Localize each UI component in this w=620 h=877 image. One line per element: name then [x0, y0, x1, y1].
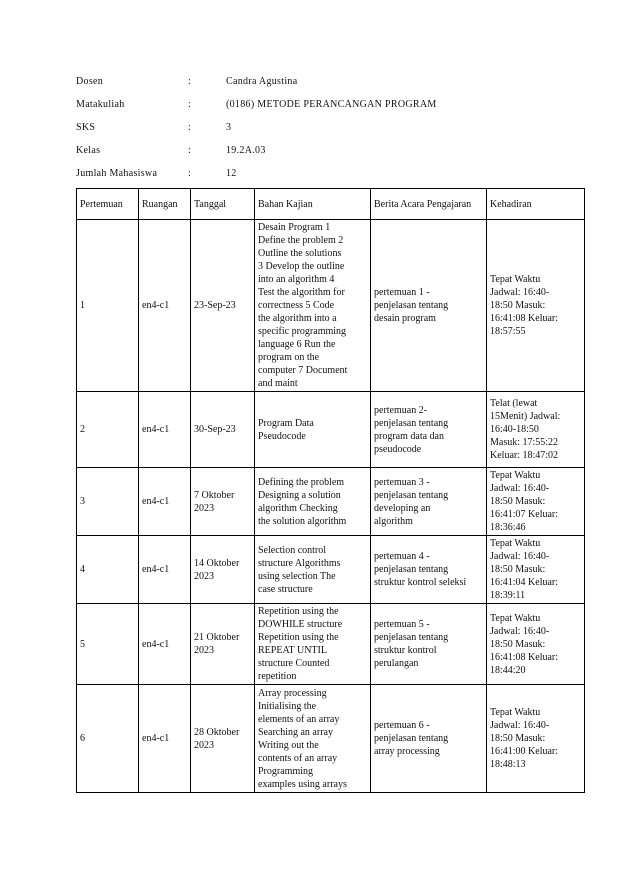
info-value: (0186) METODE PERANCANGAN PROGRAM — [226, 99, 437, 110]
info-label: Matakuliah — [76, 99, 125, 110]
header-kehadiran: Kehadiran — [487, 189, 585, 220]
info-separator: : — [188, 122, 192, 133]
info-value: 12 — [226, 168, 237, 179]
cell-ruangan: en4-c1 — [139, 604, 191, 685]
cell-ruangan: en4-c1 — [139, 392, 191, 468]
cell-pertemuan: 6 — [77, 685, 139, 793]
cell-bahan-kajian: Repetition using the DOWHILE structure Repetition using the REPEAT UNTIL structure Counted repetition — [255, 604, 371, 685]
header-ruangan: Ruangan — [139, 189, 191, 220]
info-row-kelas — [76, 139, 556, 162]
table-row — [77, 536, 585, 604]
cell-kehadiran: Telat (lewat 15Menit) Jadwal: 16:40-18:50 Masuk: 17:55:22 Keluar: 18:47:02 — [487, 392, 585, 468]
cell-bahan-kajian: Program Data Pseudocode — [255, 392, 371, 468]
cell-tanggal: 21 Oktober 2023 — [191, 604, 255, 685]
info-value: Candra Agustina — [226, 76, 298, 87]
table-row — [77, 685, 585, 793]
info-label: Jumlah Mahasiswa — [76, 168, 158, 179]
cell-berita-acara: pertemuan 4 - penjelasan tentang struktur kontrol seleksi — [371, 536, 487, 604]
cell-tanggal: 7 Oktober 2023 — [191, 468, 255, 536]
cell-pertemuan: 3 — [77, 468, 139, 536]
cell-kehadiran: Tepat Waktu Jadwal: 16:40- 18:50 Masuk: 16:41:00 Keluar: 18:48:13 — [487, 685, 585, 793]
cell-tanggal: 14 Oktober 2023 — [191, 536, 255, 604]
table-row — [77, 468, 585, 536]
info-row-sks — [76, 116, 556, 139]
cell-tanggal: 30-Sep-23 — [191, 392, 255, 468]
cell-berita-acara: pertemuan 6 - penjelasan tentang array processing — [371, 685, 487, 793]
cell-ruangan: en4-c1 — [139, 536, 191, 604]
cell-bahan-kajian: Desain Program 1 Define the problem 2 Outline the solutions 3 Develop the outline into an algorithm 4 Test the algorithm for correctness 5 Code the algorithm into a specific programming language 6 Run the program on the computer 7 Document and maint — [255, 220, 371, 392]
info-separator: : — [188, 99, 192, 110]
cell-berita-acara: pertemuan 1 - penjelasan tentang desain program — [371, 220, 487, 392]
info-label: SKS — [76, 122, 96, 133]
cell-ruangan: en4-c1 — [139, 685, 191, 793]
cell-tanggal: 28 Oktober 2023 — [191, 685, 255, 793]
cell-ruangan: en4-c1 — [139, 468, 191, 536]
info-row-jumlah-mahasiswa — [76, 162, 556, 185]
cell-bahan-kajian: Array processing Initialising the elements of an array Searching an array Writing out the contents of an array Programming examples using arrays — [255, 685, 371, 793]
cell-berita-acara: pertemuan 5 - penjelasan tentang struktur kontrol perulangan — [371, 604, 487, 685]
info-separator: : — [188, 76, 192, 87]
attendance-table — [76, 188, 585, 793]
table-row — [77, 604, 585, 685]
info-separator: : — [188, 145, 192, 156]
cell-bahan-kajian: Selection control structure Algorithms using selection The case structure — [255, 536, 371, 604]
cell-pertemuan: 1 — [77, 220, 139, 392]
info-row-dosen — [76, 70, 556, 93]
cell-pertemuan: 5 — [77, 604, 139, 685]
cell-kehadiran: Tepat Waktu Jadwal: 16:40- 18:50 Masuk: 16:41:07 Keluar: 18:36:46 — [487, 468, 585, 536]
cell-kehadiran: Tepat Waktu Jadwal: 16:40- 18:50 Masuk: 16:41:08 Keluar: 18:57:55 — [487, 220, 585, 392]
cell-pertemuan: 2 — [77, 392, 139, 468]
info-value: 19.2A.03 — [226, 145, 266, 156]
info-label: Kelas — [76, 145, 101, 156]
table-header-row — [77, 189, 585, 220]
cell-ruangan: en4-c1 — [139, 220, 191, 392]
header-bahan-kajian: Bahan Kajian — [255, 189, 371, 220]
course-info — [76, 70, 556, 185]
info-separator: : — [188, 168, 192, 179]
info-row-matakuliah — [76, 93, 556, 116]
cell-berita-acara: pertemuan 2- penjelasan tentang program data dan pseudocode — [371, 392, 487, 468]
header-berita-acara: Berita Acara Pengajaran — [371, 189, 487, 220]
cell-pertemuan: 4 — [77, 536, 139, 604]
cell-kehadiran: Tepat Waktu Jadwal: 16:40- 18:50 Masuk: 16:41:04 Keluar: 18:39:11 — [487, 536, 585, 604]
info-value: 3 — [226, 122, 232, 133]
cell-tanggal: 23-Sep-23 — [191, 220, 255, 392]
cell-kehadiran: Tepat Waktu Jadwal: 16:40- 18:50 Masuk: 16:41:08 Keluar: 18:44:20 — [487, 604, 585, 685]
info-label: Dosen — [76, 76, 104, 87]
header-tanggal: Tanggal — [191, 189, 255, 220]
table-row — [77, 392, 585, 468]
header-pertemuan: Pertemuan — [77, 189, 139, 220]
cell-berita-acara: pertemuan 3 - penjelasan tentang developing an algorithm — [371, 468, 487, 536]
table-row — [77, 220, 585, 392]
cell-bahan-kajian: Defining the problem Designing a solution algorithm Checking the solution algorithm — [255, 468, 371, 536]
